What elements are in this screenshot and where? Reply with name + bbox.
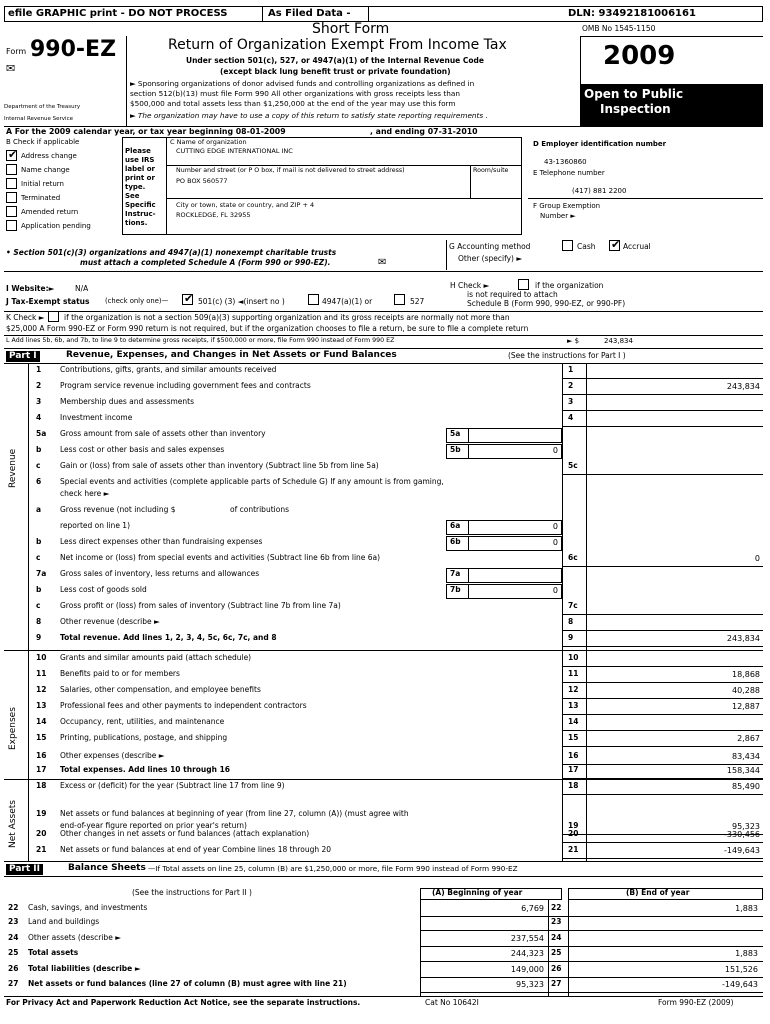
application-pending-checkbox[interactable] — [6, 220, 17, 231]
inner-amount-box[interactable] — [446, 568, 562, 583]
line-description: Less direct expenses other than fundraising expenses — [60, 537, 263, 546]
balance-line-description: Total assets — [28, 948, 79, 957]
form-icon: ✉ — [6, 62, 16, 75]
gross-receipts-value: 243,834 — [604, 337, 633, 345]
address-change-check: ✔ — [8, 148, 18, 161]
sponsor-line-3: $500,000 and total assets less than $1,250,000 at the end of the year may use this form — [130, 99, 456, 108]
balance-line-description: Total liabilities (describe ► — [28, 964, 141, 973]
inspection-text: Inspection — [600, 102, 671, 116]
initial-return-checkbox[interactable] — [6, 178, 17, 189]
line-box-number: 12 — [568, 685, 579, 694]
check-h-line-3: Schedule B (Form 990, 990-EZ, or 990-PF) — [467, 299, 626, 308]
type-label: type. — [125, 183, 146, 191]
line-box-number: 7c — [568, 601, 578, 610]
balance-box-number: 23 — [551, 917, 562, 926]
line-number: c — [36, 461, 41, 470]
l-arrow: ► $ — [567, 337, 580, 345]
status-527-checkbox[interactable] — [394, 294, 405, 305]
line-box-number: 16 — [568, 751, 579, 760]
please-label: Please — [125, 147, 151, 155]
street-value: PO BOX 560577 — [176, 177, 228, 185]
group-exemption-label: F Group Exemption — [533, 202, 601, 210]
line-number: c — [36, 553, 41, 562]
part-1-label: Part I — [6, 351, 40, 362]
balance-box-number: 27 — [551, 979, 562, 988]
part-1-see: (See the instructions for Part I ) — [508, 351, 626, 360]
initial-return-label: Initial return — [21, 180, 64, 188]
balance-box-number: 26 — [551, 964, 562, 973]
line-number: 10 — [36, 653, 47, 662]
ein-label: D Employer identification number — [533, 140, 667, 148]
line-description: Gross amount from sale of assets other than inventory — [60, 429, 266, 438]
line-number: 15 — [36, 733, 47, 742]
amended-return-checkbox[interactable] — [6, 206, 17, 217]
line-description: Printing, publications, postage, and shipping — [60, 733, 228, 742]
l-line: L Add lines 5b, 6b, and 7b, to line 9 to determine gross receipts, if $500,000 or more, file Form 990 instead of Form 990 EZ — [6, 337, 395, 344]
inner-box-number: 7a — [450, 569, 461, 578]
balance-end-amount[interactable]: 151,526 — [724, 965, 758, 974]
line-number: 12 — [36, 685, 47, 694]
line-description: Gross revenue (not including $ — [60, 505, 176, 514]
line-amount[interactable]: 18,868 — [732, 670, 760, 679]
line-number: 3 — [36, 397, 42, 406]
k-checkbox[interactable] — [48, 311, 59, 322]
line-number: 18 — [36, 781, 47, 790]
line-description: Total revenue. Add lines 1, 2, 3, 4, 5c, 6c, 7c, and 8 — [60, 633, 277, 642]
cash-checkbox[interactable] — [562, 240, 573, 251]
line-description: Contributions, gifts, grants, and similar amounts received — [60, 365, 277, 374]
balance-line-number: 25 — [8, 948, 19, 957]
footer-form: Form 990-EZ (2009) — [658, 998, 734, 1007]
line-number: 20 — [36, 829, 47, 838]
line-number: c — [36, 601, 41, 610]
status-527-label: 527 — [410, 297, 425, 306]
line-box-number: 11 — [568, 669, 579, 678]
group-exemption-number: Number ► — [540, 212, 576, 220]
line-description-cont: check here ► — [60, 489, 110, 498]
line-box-number: 18 — [568, 781, 579, 790]
line-amount[interactable]: 85,490 — [732, 782, 760, 791]
inner-amount[interactable]: 0 — [552, 538, 558, 547]
balance-line-number: 26 — [8, 964, 19, 973]
line-number: 5a — [36, 429, 47, 438]
line-description: Investment income — [60, 413, 133, 422]
line-number: 16 — [36, 751, 47, 760]
line-box-number: 15 — [568, 733, 579, 742]
cash-label: Cash — [577, 242, 596, 251]
k-check-label: K Check ► — [6, 313, 45, 322]
tax-exempt-status-label: J Tax-Exempt status — [6, 297, 90, 306]
org-name-label: C Name of organization — [170, 138, 247, 146]
net-assets-side-label: Net Assets — [8, 800, 18, 848]
line-amount[interactable]: 83,434 — [732, 752, 760, 761]
inner-amount[interactable]: 0 — [552, 586, 558, 595]
balance-line-description: Net assets or fund balances (line 27 of column (B) must agree with line 21) — [28, 979, 347, 988]
line-amount[interactable]: 0 — [754, 554, 760, 563]
line-description: Total expenses. Add lines 10 through 16 — [60, 765, 231, 774]
status-501c-label: 501(c) (3) ◄(insert no ) — [198, 297, 285, 306]
city-value: ROCKLEDGE, FL 32955 — [176, 211, 251, 219]
line-number: 7a — [36, 569, 47, 578]
line-amount[interactable]: 2,867 — [737, 734, 760, 743]
line-box-number: 14 — [568, 717, 579, 726]
line-amount[interactable]: 40,288 — [732, 686, 760, 695]
line-description: Salaries, other compensation, and employee benefits — [60, 685, 261, 694]
short-form-label: Short Form — [312, 21, 390, 37]
inner-amount[interactable]: 0 — [552, 446, 558, 455]
line-box-number: 6c — [568, 553, 578, 562]
line-box-number: 10 — [568, 653, 579, 662]
sec501-line-1: • Section 501(c)(3) organizations and 4947(a)(1) nonexempt charitable trusts — [6, 248, 337, 257]
footer-cat: Cat No 10642I — [425, 998, 479, 1007]
as-filed-text: As Filed Data - — [268, 8, 351, 19]
line-box-number: 9 — [568, 633, 574, 642]
inner-box-number: 7b — [450, 585, 461, 594]
balance-line-description: Other assets (describe ► — [28, 933, 121, 942]
sponsor-line-1: ► Sponsoring organizations of donor advised funds and controlling organizations as defined in — [130, 79, 475, 88]
revenue-side-label: Revenue — [8, 448, 18, 488]
balance-line-description: Land and buildings — [28, 917, 100, 926]
line-description: Less cost or other basis and sales expenses — [60, 445, 225, 454]
sponsor-line-2: section 512(b)(13) must file Form 990 All other organizations with gross receipts less than — [130, 89, 461, 98]
dept-treasury: Department of the Treasury — [4, 104, 81, 110]
use-irs-label: use IRS — [125, 156, 155, 164]
balance-begin-amount[interactable]: 244,323 — [510, 949, 544, 958]
form-subtitle-2: (except black lung benefit trust or private foundation) — [220, 67, 451, 76]
line-description: Net income or (loss) from special events and activities (Subtract line 6b from line 6a) — [60, 553, 381, 562]
balance-line-number: 23 — [8, 917, 19, 926]
balance-line-number: 24 — [8, 933, 19, 942]
line-number: 14 — [36, 717, 47, 726]
check-h-line-2: is not required to attach — [467, 290, 558, 299]
terminated-label: Terminated — [21, 194, 61, 202]
print-or: print or — [125, 174, 155, 182]
line-box-number: 19 — [568, 821, 579, 830]
line-description: Net assets or fund balances at end of year Combine lines 18 through 20 — [60, 845, 332, 854]
line-description: Less cost of goods sold — [60, 585, 147, 594]
accrual-label: Accrual — [623, 242, 651, 251]
balance-begin-amount[interactable]: 149,000 — [510, 965, 544, 974]
website-value: N/A — [75, 284, 89, 293]
terminated-checkbox[interactable] — [6, 192, 17, 203]
contributions-text: of contributions — [230, 505, 289, 514]
inner-amount[interactable]: 0 — [552, 522, 558, 531]
line-amount[interactable]: 158,344 — [726, 766, 760, 775]
line-number: 13 — [36, 701, 47, 710]
part-2-see: (See the instructions for Part II ) — [132, 888, 252, 897]
application-pending-label: Application pending — [21, 222, 91, 230]
line-box-number: 20 — [568, 829, 579, 838]
balance-end-amount[interactable]: 1,883 — [735, 949, 758, 958]
line-number: 8 — [36, 617, 42, 626]
line-description: Membership dues and assessments — [60, 397, 195, 406]
line-amount[interactable]: 243,834 — [726, 382, 760, 391]
city-label: City or town, state or country, and ZIP + 4 — [176, 201, 315, 209]
line-description: Program service revenue including government fees and contracts — [60, 381, 311, 390]
check-only-one: (check only one)— — [105, 297, 169, 305]
line-description: Gross profit or (loss) from sales of inventory (Subtract line 7b from line 7a) — [60, 601, 341, 610]
line-number: 11 — [36, 669, 47, 678]
amended-return-label: Amended return — [21, 208, 79, 216]
tax-year-line: A For the 2009 calendar year, or tax year beginning 08-01-2009 — [6, 127, 286, 136]
check-applicable-title: B Check if applicable — [6, 138, 80, 146]
status-501c-checkbox[interactable] — [182, 294, 193, 305]
website-label: I Website:► — [6, 284, 55, 293]
ein-value: 43-1360860 — [544, 158, 587, 166]
k-line-1: if the organization is not a section 509(a)(3) supporting organization and its gross receipts are normally not more than — [64, 313, 510, 322]
k-line-2: $25,000 A Form 990-EZ or Form 990 return is not required, but if the organization chooses to file a return, be sure to file a complete return — [6, 324, 529, 333]
balance-end-amount[interactable]: 1,883 — [735, 904, 758, 913]
room-label: Room/suite — [473, 167, 509, 174]
status-4947-label: 4947(a)(1) or — [322, 297, 373, 306]
balance-line-number: 22 — [8, 903, 19, 912]
other-specify-label: Other (specify) ► — [458, 254, 523, 263]
line-amount[interactable]: -149,643 — [724, 846, 760, 855]
balance-begin-amount[interactable]: 95,323 — [516, 980, 544, 989]
inner-box-number: 6b — [450, 537, 461, 546]
line-number: 9 — [36, 633, 42, 642]
balance-line-number: 27 — [8, 979, 19, 988]
line-description: Other changes in net assets or fund balances (attach explanation) — [60, 829, 310, 838]
line-number: 19 — [36, 809, 47, 818]
line-number: 17 — [36, 765, 47, 774]
line-description: Occupancy, rent, utilities, and maintenance — [60, 717, 225, 726]
check-h-label: H Check ► — [450, 281, 490, 290]
part-2-col-a: (A) Beginning of year — [432, 888, 523, 897]
accounting-method-label: G Accounting method — [449, 242, 531, 251]
line-description: Other expenses (describe ► — [60, 751, 165, 760]
line-description: Benefits paid to or for members — [60, 669, 180, 678]
dept-irs: Internal Revenue Service — [4, 116, 73, 122]
street-label: Number and street (or P O box, if mail is not delivered to street address) — [176, 167, 405, 174]
part-2-note: —If Total assets on line 25, column (B) are $1,250,000 or more, file Form 990 instead of Form 990-EZ — [148, 864, 518, 873]
line-box-number: 5c — [568, 461, 578, 470]
omb-number: OMB No 1545-1150 — [582, 24, 656, 33]
line-description: Professional fees and other payments to independent contractors — [60, 701, 307, 710]
line-number: b — [36, 537, 42, 546]
line-description: reported on line 1) — [60, 521, 131, 530]
part-2-col-b: (B) End of year — [626, 888, 690, 897]
line-amount[interactable]: 12,887 — [732, 702, 760, 711]
inner-amount-box[interactable] — [446, 428, 562, 443]
line-box-number: 13 — [568, 701, 579, 710]
line-box-number: 21 — [568, 845, 579, 854]
line-box-number: 8 — [568, 617, 574, 626]
line-description: Gross sales of inventory, less returns and allowances — [60, 569, 260, 578]
schedule-b-checkbox[interactable] — [518, 279, 529, 290]
status-4947-checkbox[interactable] — [308, 294, 319, 305]
line-description: Special events and activities (complete applicable parts of Schedule G) If any amount is from gaming, — [60, 477, 444, 486]
inner-box-number: 6a — [450, 521, 461, 530]
accrual-checkbox[interactable] — [609, 240, 620, 251]
line-number: 6 — [36, 477, 42, 486]
line-number: 21 — [36, 845, 47, 854]
footer-privacy: For Privacy Act and Paperwork Reduction Act Notice, see the separate instructions. — [6, 998, 361, 1007]
address-change-checkbox[interactable] — [6, 150, 17, 161]
balance-line-description: Cash, savings, and investments — [28, 903, 148, 912]
phone-label: E Telephone number — [533, 169, 605, 177]
line-amount[interactable]: -330,456 — [724, 830, 760, 839]
address-change-label: Address change — [21, 152, 77, 160]
org-name: CUTTING EDGE INTERNATIONAL INC — [176, 147, 293, 155]
line-box-number: 3 — [568, 397, 574, 406]
line-number: 4 — [36, 413, 42, 422]
accrual-check: ✔ — [611, 238, 621, 251]
line-number: a — [36, 505, 42, 514]
expenses-side-label: Expenses — [8, 707, 18, 750]
line-box-number: 1 — [568, 365, 574, 374]
part-2-title: Balance Sheets — [68, 863, 146, 873]
line-amount[interactable]: 243,834 — [726, 634, 760, 643]
see-label: See — [125, 192, 140, 200]
line-description: Excess or (deficit) for the year (Subtract line 17 from line 9) — [60, 781, 285, 790]
line-box-number: 17 — [568, 765, 579, 774]
instruc-label: Instruc- — [125, 210, 156, 218]
line-description-cont: end-of-year figure reported on prior year's return) — [60, 821, 247, 830]
line-number: 1 — [36, 365, 42, 374]
line-description: Gain or (loss) from sale of assets other than inventory (Subtract line 5b from line 5a) — [60, 461, 379, 470]
form-prefix: Form — [6, 47, 27, 56]
dln-number: DLN: 93492181006161 — [568, 8, 696, 19]
balance-box-number: 22 — [551, 903, 562, 912]
line-number: 2 — [36, 381, 42, 390]
name-change-checkbox[interactable] — [6, 164, 17, 175]
efile-text: efile GRAPHIC print - DO NOT PROCESS — [8, 8, 228, 19]
check-h-text: if the organization — [535, 281, 604, 290]
sec501-line-2: must attach a completed Schedule A (Form 990 or 990-EZ). — [80, 258, 331, 267]
line-number: b — [36, 445, 42, 454]
sponsor-line-4: ► The organization may have to use a copy of this return to satisfy state reporting requirements . — [130, 111, 488, 120]
form-subtitle-1: Under section 501(c), 527, or 4947(a)(1) of the Internal Revenue Code — [186, 56, 484, 65]
tax-year-ending: , and ending 07-31-2010 — [370, 127, 478, 136]
balance-begin-amount[interactable]: 237,554 — [510, 934, 544, 943]
line-description: Grants and similar amounts paid (attach schedule) — [60, 653, 252, 662]
open-public-text: Open to Public — [584, 87, 684, 101]
line-box-number: 4 — [568, 413, 574, 422]
line-description: Net assets or fund balances at beginning of year (from line 27, column (A)) (must agree with — [60, 809, 409, 818]
line-description: Other revenue (describe ► — [60, 617, 160, 626]
label-or: label or — [125, 165, 155, 173]
balance-box-number: 25 — [551, 948, 562, 957]
balance-box-number: 24 — [551, 933, 562, 942]
inner-box-number: 5b — [450, 445, 461, 454]
form-number: 990-EZ — [30, 37, 117, 62]
status-501c-check: ✔ — [184, 292, 194, 305]
balance-end-amount[interactable]: -149,643 — [722, 980, 758, 989]
line-box-number: 2 — [568, 381, 574, 390]
specific-label: Specific — [125, 201, 156, 209]
line-amount[interactable]: 95,323 — [732, 822, 760, 831]
tax-year: 2009 — [603, 41, 676, 71]
line-number: b — [36, 585, 42, 594]
schedule-a-icon[interactable]: ✉ — [378, 257, 387, 268]
form-title: Return of Organization Exempt From Income Tax — [168, 37, 507, 53]
part-2-label: Part II — [6, 864, 43, 875]
phone-value: (417) 881 2200 — [572, 187, 627, 195]
inner-box-number: 5a — [450, 429, 461, 438]
part-1-title: Revenue, Expenses, and Changes in Net Assets or Fund Balances — [66, 350, 397, 360]
tions-label: tions. — [125, 219, 148, 227]
name-change-label: Name change — [21, 166, 70, 174]
balance-begin-amount[interactable]: 6,769 — [521, 904, 544, 913]
